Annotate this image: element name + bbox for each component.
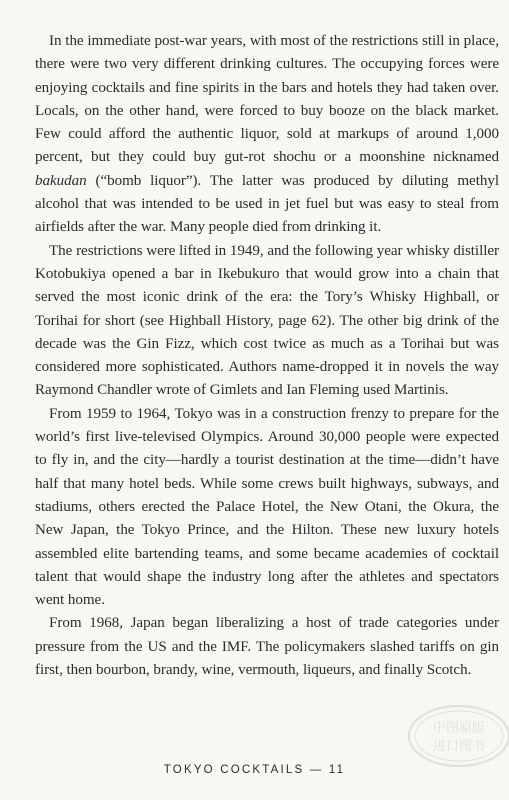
- page-number: 11: [328, 764, 346, 776]
- watermark-stamp-icon: [405, 694, 509, 774]
- paragraph-2: The restrictions were lifted in 1949, and the following year whisky distiller Kotobukiya opened a bar in Ikebukuro that would grow into a chain that served the most iconic drink of the era: the Tory’s Whisky Highball, or Torihai for short (see Highball History, page 62). The other big drink of the decade was the Gin Fizz, which cost twice as much as a Torihai but was considered more sophisticated. Authors name-dropped it in novels the way Raymond Chandler wrote of Gimlets and Ian Fleming used Martinis.: [35, 242, 499, 399]
- watermark-line-2: 进口图书: [432, 739, 486, 754]
- paragraph-1: [35, 30, 499, 240]
- watermark-line-1: 中图原版: [432, 721, 486, 736]
- paragraph-1-italic-term: bakudan: [35, 172, 87, 189]
- running-footer: [0, 764, 509, 776]
- paragraph-1-text-b: (“bomb liquor”). The latter was produced by diluting methyl alcohol that was intended to be used in jet fuel but was easy to steal from airfields after the war. Many people died from drinking it.: [35, 172, 499, 236]
- footer-separator: —: [309, 764, 324, 776]
- paragraph-4: From 1968, Japan began liberalizing a host of trade categories under pressure from the US and the IMF. The policymakers slashed tariffs on gin first, then bourbon, brandy, wine, vermouth, liqueurs, and finally Scotch.: [35, 615, 499, 679]
- body-text: [35, 30, 499, 682]
- paragraph-3: From 1959 to 1964, Tokyo was in a construction frenzy to prepare for the world’s first live-televised Olympics. Around 30,000 people were expected to fly in, and the city—hardly a tourist destination at the time—didn’t have half that many hotel beds. While some crews built highways, subways, and stadiums, others erected the Palace Hotel, the New Otani, the Okura, the New Japan, the Tokyo Prince, and the Hilton. These new luxury hotels assembled elite bartending teams, and some became academies of cocktail talent that would shape the industry long after the athletes and spectators went home.: [35, 405, 499, 609]
- running-title: TOKYO COCKTAILS: [163, 764, 305, 776]
- paragraph-1-text-a: In the immediate post-war years, with most of the restrictions still in place, there were two very different drinking cultures. The occupying forces were enjoying cocktails and fine spirits in the bars and hotels they had taken over. Locals, on the other hand, were forced to buy booze on the black market. Few could afford the authentic liquor, sold at markups of around 1,000 percent, but they could buy gut-rot shochu or a moonshine nicknamed: [35, 33, 499, 166]
